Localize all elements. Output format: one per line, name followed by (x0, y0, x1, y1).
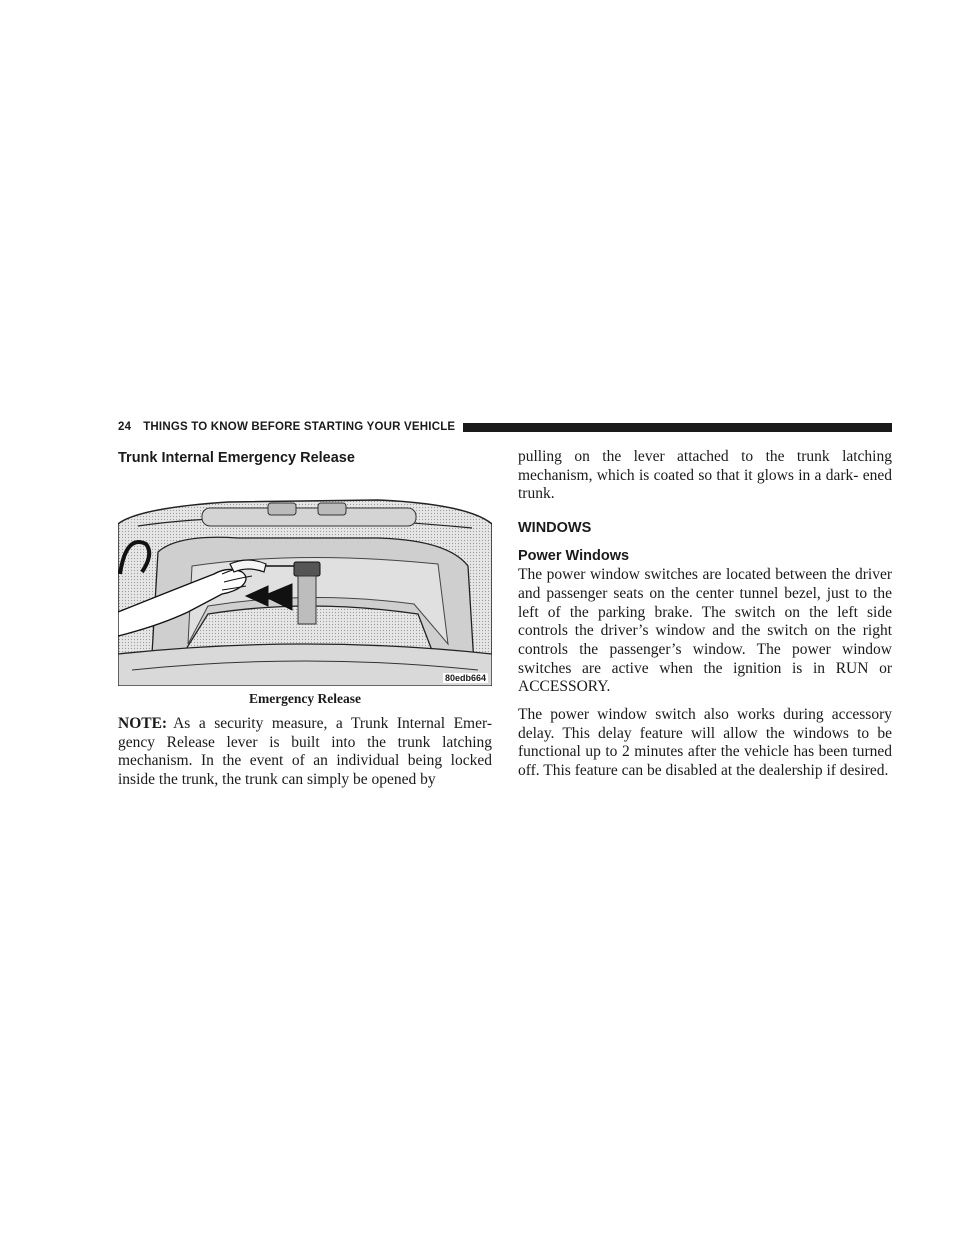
note-text: As a security measure, a Trunk Internal Emer- gency Release lever is built into the trunk latching mechanism. In the event of an individual being locked inside the trunk, the trunk can simply be opened by (118, 715, 492, 789)
left-column (118, 448, 492, 790)
power-windows-paragraph-1: The power window switches are located between the driver and passenger seats on the center tunnel bezel, just to the left of the parking brake. The switch on the left side controls the driver’s window and the switch on the right controls the passenger’s window. The power window switches are active when the ignition is in RUN or ACCESSORY. (518, 566, 892, 696)
right-column (518, 448, 892, 781)
windows-heading: WINDOWS (518, 520, 592, 537)
note-paragraph (118, 715, 492, 790)
figure-code: 80edb664 (444, 673, 486, 683)
emergency-release-figure (118, 494, 492, 686)
trunk-release-heading: Trunk Internal Emergency Release (118, 450, 355, 466)
continuation-paragraph: pulling on the lever attached to the trunk latching mechanism, which is coated so that it glows in a dark- ened trunk. (518, 448, 892, 503)
power-windows-heading: Power Windows (518, 548, 630, 565)
section-title: THINGS TO KNOW BEFORE STARTING YOUR VEHICLE (143, 421, 456, 433)
page-number: 24 (118, 421, 132, 433)
power-windows-paragraph-2: The power window switch also works during accessory delay. This delay feature will allow the windows to be functional up to 2 minutes after the vehicle has been turned off. This feature can be disabled at the dealership if desired. (518, 706, 892, 780)
header-rule (463, 423, 892, 432)
trunk-illustration (118, 494, 492, 686)
page-header (118, 419, 892, 435)
note-label: NOTE: (118, 715, 168, 732)
figure-caption: Emergency Release (248, 691, 362, 706)
